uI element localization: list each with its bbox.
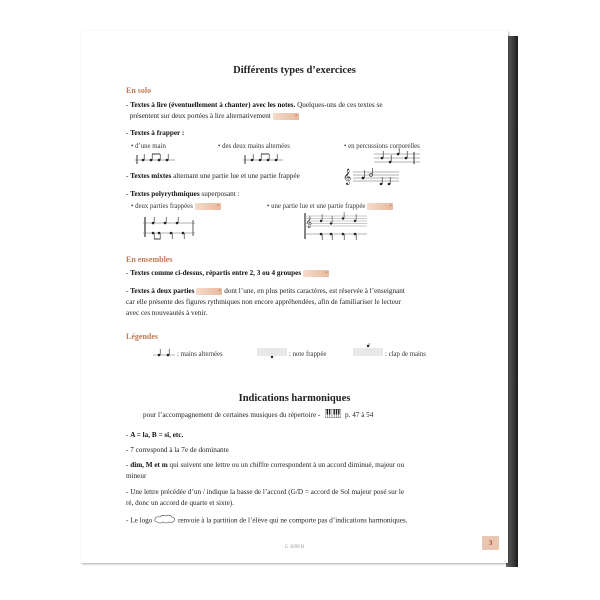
option-body-percussion-label: en percussions corporelles <box>348 143 420 150</box>
reference-tag: • <box>195 203 221 210</box>
legend-alternating-hands-symbol <box>153 347 175 359</box>
footer-code: G 3099 B <box>284 545 305 550</box>
rhythm-snippet-polyrhythm-1 <box>143 215 195 241</box>
legend-alternating-hands: : mains alternées <box>177 351 223 358</box>
rhythm-snippet-mixed <box>343 166 401 186</box>
option-read-and-clapped: • une partie lue et une partie frappée • <box>267 203 392 210</box>
legend-struck-note-symbol <box>257 345 287 359</box>
reference-tag: • <box>273 113 299 120</box>
solo-line-1b: présentent sur deux portées à lire alternativement <box>129 112 271 120</box>
harmonic-bullet-2-text: 7 correspond à la 7e de dominante <box>130 446 229 454</box>
rhythm-snippet-two-hands <box>243 151 283 167</box>
harmonic-bullet-5-post: renvoie à la partition de l’élève qui ne comporte pas d’indications harmoniques. <box>177 516 408 525</box>
solo-line-2: - Textes à frapper : <box>126 129 185 137</box>
harmonic-bullet-2: - 7 correspond à la 7e de dominante <box>126 446 229 454</box>
harmonic-subtitle-pre: pour l’accompagnement de certaines musiques du répertoire - <box>143 411 321 420</box>
option-read-and-clapped-label: une partie lue et une partie frappée <box>271 203 366 210</box>
reference-tag: • <box>367 203 393 210</box>
piano-keyboard-icon <box>325 409 341 422</box>
svg-text:𝄞: 𝄞 <box>306 217 312 228</box>
book-page <box>81 31 508 563</box>
legend-struck-note: : note frappée <box>289 351 327 358</box>
page-title: Différents types d’exercices <box>233 65 356 76</box>
harmonic-bullet-1-text: A = la, B = si, etc. <box>130 431 184 439</box>
harmonic-bullet-5-pre: Le logo <box>130 516 153 525</box>
option-two-hands: • des deux mains alternées <box>218 143 290 150</box>
ensemble-line-2: - Textes à deux parties • dont l’une, en plus petits caractères, est réservée à l’enseignant car elle présente des figures rythmiques non encore appréhendées, afin de familiariser le lecteur avec ces nouveautés à venir. <box>126 287 405 317</box>
option-two-clapped-parts-label: deux parties frappées <box>135 203 193 210</box>
solo-line-1-rest: Quelques-uns de ces textes se <box>295 101 383 109</box>
solo-line-1-bold: Textes à lire (éventuellement à chanter) avec les notes. <box>130 101 296 109</box>
solo-line-4-rest: superposant : <box>199 190 240 198</box>
option-two-hands-label: des deux mains alternées <box>222 143 290 150</box>
harmonic-bullet-3-rest: qui suivent une lettre ou un chiffre correspondent à un accord diminué, majeur ou <box>167 461 405 469</box>
ensemble-line-2c: avec ces nouveautés à venir. <box>126 309 208 317</box>
rhythm-snippet-body-percussion <box>374 149 420 167</box>
harmonic-bullet-4b: ré, donc un accord de quarte et sixte). <box>126 499 234 507</box>
page-number: 3 <box>482 536 499 550</box>
harmonic-bullet-3: - dim, M et m qui suivent une lettre ou un chiffre correspondent à un accord diminué, majeur ou mineur <box>126 461 405 480</box>
option-body-percussion: • en percussions corporelles <box>344 143 420 150</box>
harmonic-bullet-4-text: Une lettre précédée d’un / indique la basse de l’accord (G/D = accord de Sol majeur posé sur le <box>130 488 405 496</box>
solo-line-4: - Textes polyrythmiques superposant : <box>126 190 240 198</box>
solo-line-4-bold: Textes polyrythmiques <box>130 190 200 198</box>
option-two-clapped-parts: • deux parties frappées • <box>131 203 219 210</box>
legend-hand-clap: : clap de mains <box>385 351 426 358</box>
option-one-hand-label: d’une main <box>135 143 166 150</box>
legend-hand-clap-symbol <box>353 343 383 359</box>
solo-line-3-bold: Textes mixtes <box>130 172 172 180</box>
harmonic-title: Indications harmoniques <box>238 393 351 404</box>
section-legend-heading: Légendes <box>126 332 158 341</box>
harmonic-bullet-1: - A = la, B = si, etc. <box>126 431 184 439</box>
harmonic-subtitle-post: p. 47 à 54 <box>345 411 374 420</box>
rhythm-snippet-one-hand <box>135 152 175 166</box>
section-solo-heading: En solo <box>126 86 152 95</box>
solo-line-3-rest: alternant une partie lue et une partie frappée <box>171 172 300 180</box>
harmonic-bullet-5: - Le logo renvoie à la partition de l’élève qui ne comporte pas d’indications harmoniques. <box>126 514 471 528</box>
harmonic-bullet-4: - Une lettre précédée d’un / indique la basse de l’accord (G/D = accord de Sol majeur posé sur le ré, donc un accord de quarte et sixte). <box>126 488 405 507</box>
ensemble-line-2b: car elle présente des figures rythmiques non encore appréhendées, afin de familiariser le lecteur <box>126 298 401 306</box>
solo-line-1: - Textes à lire (éventuellement à chanter) avec les notes. Quelques-uns de ces textes se présentent sur deux portées à lire alternativement • <box>126 101 383 120</box>
harmonic-subtitle <box>143 409 483 422</box>
ensemble-line-1: - Textes comme ci-dessus, répartis entre 2, 3 ou 4 groupes • <box>126 269 328 277</box>
cloud-logo-icon <box>154 514 176 528</box>
option-one-hand: • d’une main <box>131 143 166 150</box>
solo-line-2-bold: Textes à frapper : <box>130 129 185 137</box>
svg-text:𝄞: 𝄞 <box>343 169 352 185</box>
ensemble-line-2-bold: Textes à deux parties <box>130 287 195 295</box>
ensemble-line-1-bold: Textes comme ci-dessus, répartis entre 2, 3 ou 4 groupes <box>130 269 302 277</box>
section-ensemble-heading: En ensembles <box>126 255 173 264</box>
rhythm-snippet-polyrhythm-2 <box>303 211 367 241</box>
solo-line-3: - Textes mixtes alternant une partie lue et une partie frappée <box>126 172 300 180</box>
ensemble-line-2-rest: dont l’une, en plus petits caractères, est réservée à l’enseignant <box>222 287 405 295</box>
harmonic-bullet-3-bold: dim, M et m <box>130 461 168 469</box>
reference-tag: • <box>196 288 222 295</box>
reference-tag: • <box>303 270 329 277</box>
harmonic-bullet-3b: mineur <box>126 472 147 480</box>
